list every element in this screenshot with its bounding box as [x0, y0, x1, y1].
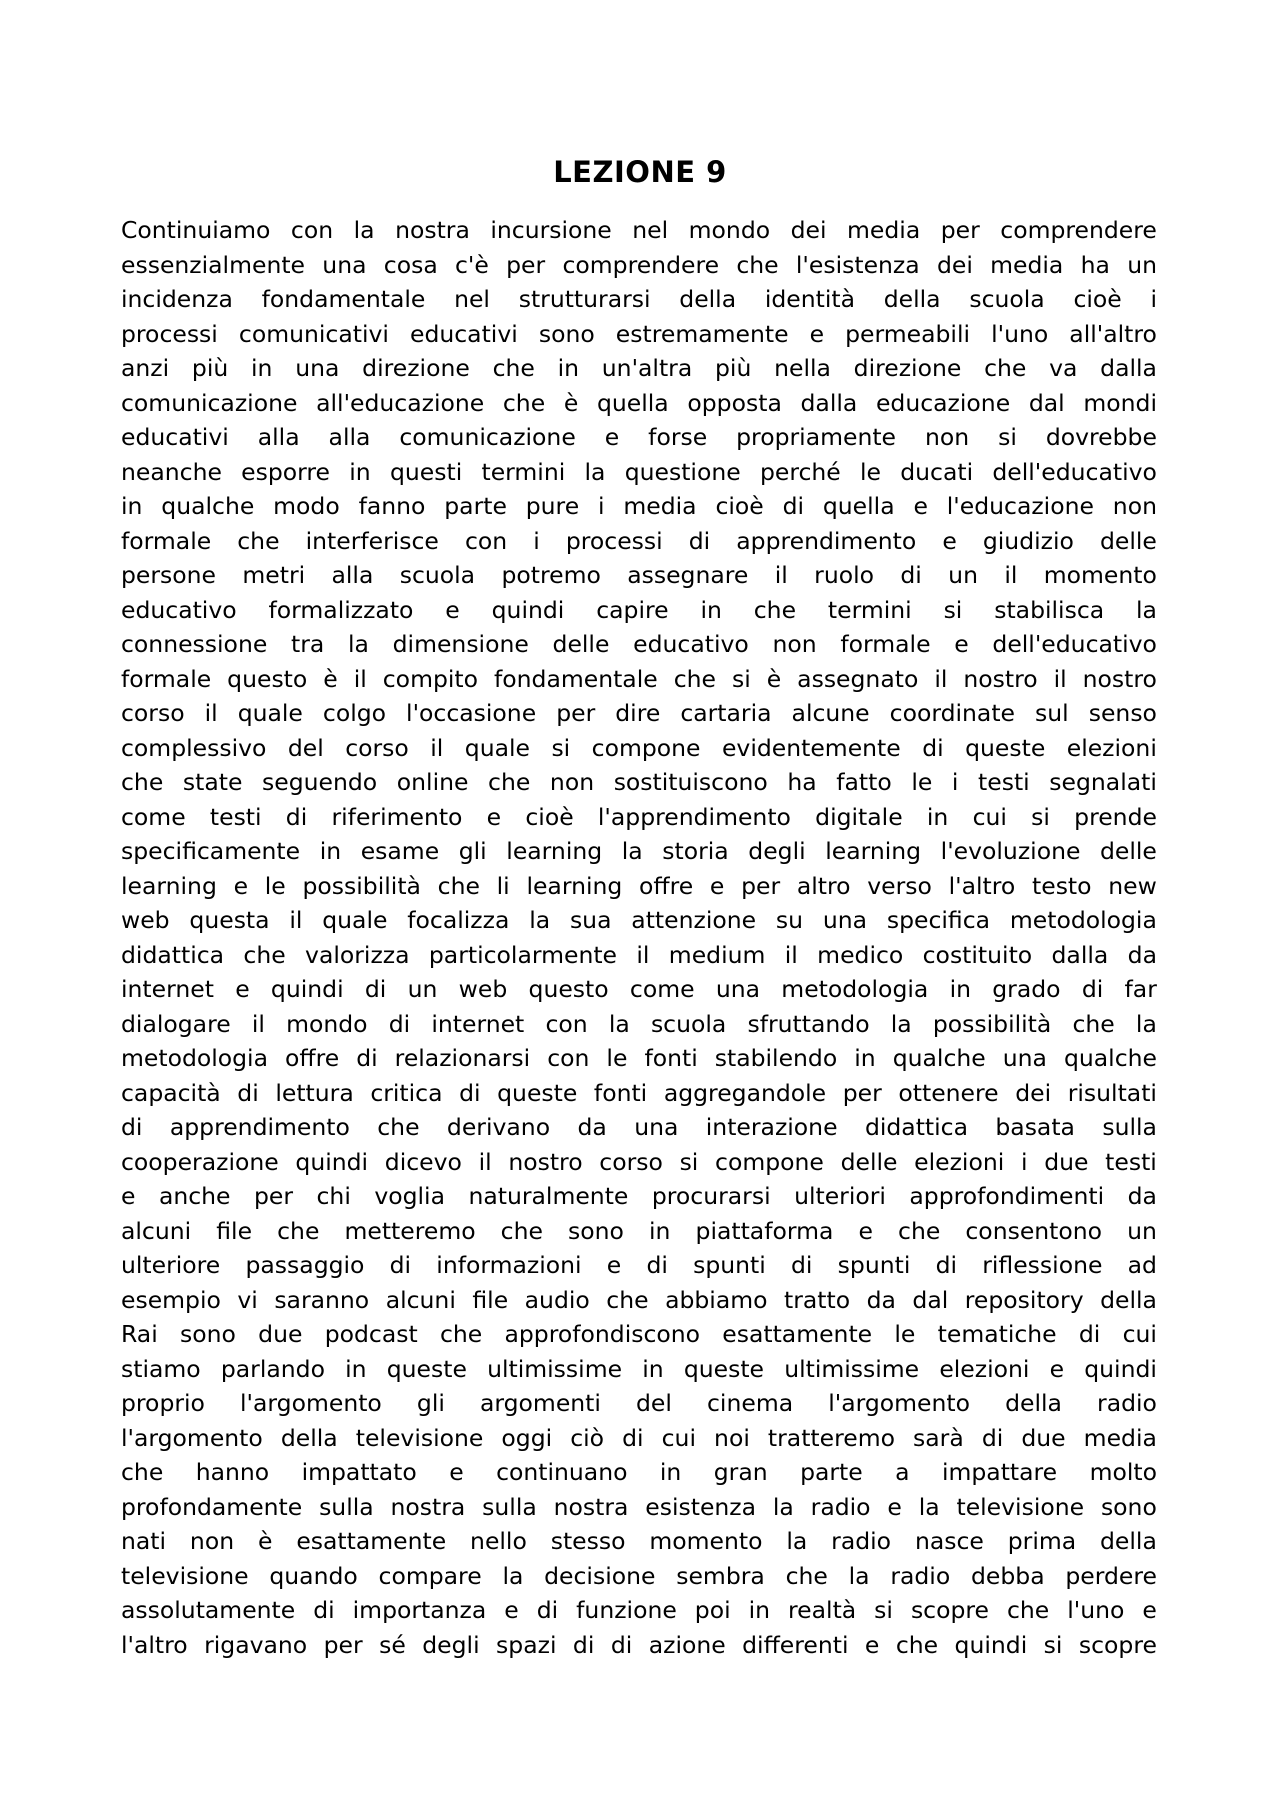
text-line: l'argomento della televisione oggi ciò di cui noi tratteremo sarà di due media: [121, 1423, 1157, 1452]
text-line: e anche per chi voglia naturalmente procurarsi ulteriori approfondimenti da: [121, 1182, 1157, 1210]
text-line: formale che interferisce con i processi di apprendimento e giudizio delle: [121, 526, 1157, 555]
text-line: learning e le possibilità che li learning offre e per altro verso l'altro testo new: [121, 871, 1157, 900]
text-line: l'altro rigavano per sé degli spazi di di azione differenti e che quindi si scopre: [121, 1630, 1157, 1659]
text-line: anzi più in una direzione che in un'altra più nella direzione che va dalla: [121, 354, 1157, 382]
text-line: neanche esporre in questi termini la questione perché le ducati dell'educativo: [121, 457, 1157, 486]
text-line: stiamo parlando in queste ultimissime in queste ultimissime elezioni e quindi: [121, 1354, 1157, 1383]
text-line: educativo formalizzato e quindi capire in che termini si stabilisca la: [121, 595, 1157, 624]
text-line: che state seguendo online che non sostituiscono ha fatto le i testi segnalati: [121, 768, 1157, 796]
text-line: ulteriore passaggio di informazioni e di spunti di spunti di riflessione ad: [121, 1251, 1157, 1279]
text-line: televisione quando compare la decisione sembra che la radio debba perdere: [121, 1561, 1157, 1590]
body-paragraph: [121, 213, 1157, 1662]
text-line: in qualche modo fanno parte pure i media cioè di quella e l'educazione non: [121, 492, 1157, 520]
text-line: assolutamente di importanza e di funzione poi in realtà si scopre che l'uno e: [121, 1596, 1157, 1624]
text-line: corso il quale colgo l'occasione per dire cartaria alcune coordinate sul senso: [121, 699, 1157, 727]
text-line: essenzialmente una cosa c'è per comprendere che l'esistenza dei media ha un: [121, 250, 1157, 279]
text-line: dialogare il mondo di internet con la scuola sfruttando la possibilità che la: [121, 1009, 1157, 1038]
text-line: capacità di lettura critica di queste fonti aggregandole per ottenere dei risultati: [121, 1078, 1157, 1107]
text-line: metodologia offre di relazionarsi con le fonti stabilendo in qualche una qualche: [121, 1044, 1157, 1072]
text-line: educativi alla alla comunicazione e forse propriamente non si dovrebbe: [121, 423, 1157, 451]
page-title: LEZIONE 9: [553, 155, 727, 189]
text-line: profondamente sulla nostra sulla nostra esistenza la radio e la televisione sono: [121, 1492, 1157, 1521]
text-line: persone metri alla scuola potremo assegnare il ruolo di un il momento: [121, 561, 1157, 589]
text-line: proprio l'argomento gli argomenti del cinema l'argomento della radio: [121, 1389, 1157, 1417]
text-line: web questa il quale focalizza la sua attenzione su una specifica metodologia: [121, 906, 1157, 934]
text-line: esempio vi saranno alcuni file audio che abbiamo tratto da dal repository della: [121, 1285, 1157, 1314]
text-line: specificamente in esame gli learning la storia degli learning l'evoluzione delle: [121, 837, 1157, 865]
text-line: formale questo è il compito fondamentale che si è assegnato il nostro il nostro: [121, 664, 1157, 693]
text-line: didattica che valorizza particolarmente il medium il medico costituito dalla da: [121, 940, 1157, 969]
text-line: alcuni file che metteremo che sono in piattaforma e che consentono un: [121, 1216, 1157, 1245]
text-line: incidenza fondamentale nel strutturarsi della identità della scuola cioè i: [121, 285, 1157, 313]
text-line: Continuiamo con la nostra incursione nel mondo dei media per comprendere: [121, 216, 1157, 244]
text-line: nati non è esattamente nello stesso momento la radio nasce prima della: [121, 1527, 1157, 1555]
text-line: come testi di riferimento e cioè l'apprendimento digitale in cui si prende: [121, 802, 1157, 831]
text-line: processi comunicativi educativi sono estremamente e permeabili l'uno all'altro: [121, 319, 1157, 348]
text-line: connessione tra la dimensione delle educativo non formale e dell'educativo: [121, 630, 1157, 658]
text-line: cooperazione quindi dicevo il nostro corso si compone delle elezioni i due testi: [121, 1147, 1157, 1176]
text-line: che hanno impattato e continuano in gran parte a impattare molto: [121, 1458, 1157, 1486]
text-line: internet e quindi di un web questo come una metodologia in grado di far: [121, 975, 1157, 1003]
text-line: complessivo del corso il quale si compone evidentemente di queste elezioni: [121, 733, 1157, 762]
text-line: comunicazione all'educazione che è quella opposta dalla educazione dal mondi: [121, 388, 1157, 417]
text-line: di apprendimento che derivano da una interazione didattica basata sulla: [121, 1113, 1157, 1141]
text-line: Rai sono due podcast che approfondiscono esattamente le tematiche di cui: [121, 1320, 1157, 1348]
